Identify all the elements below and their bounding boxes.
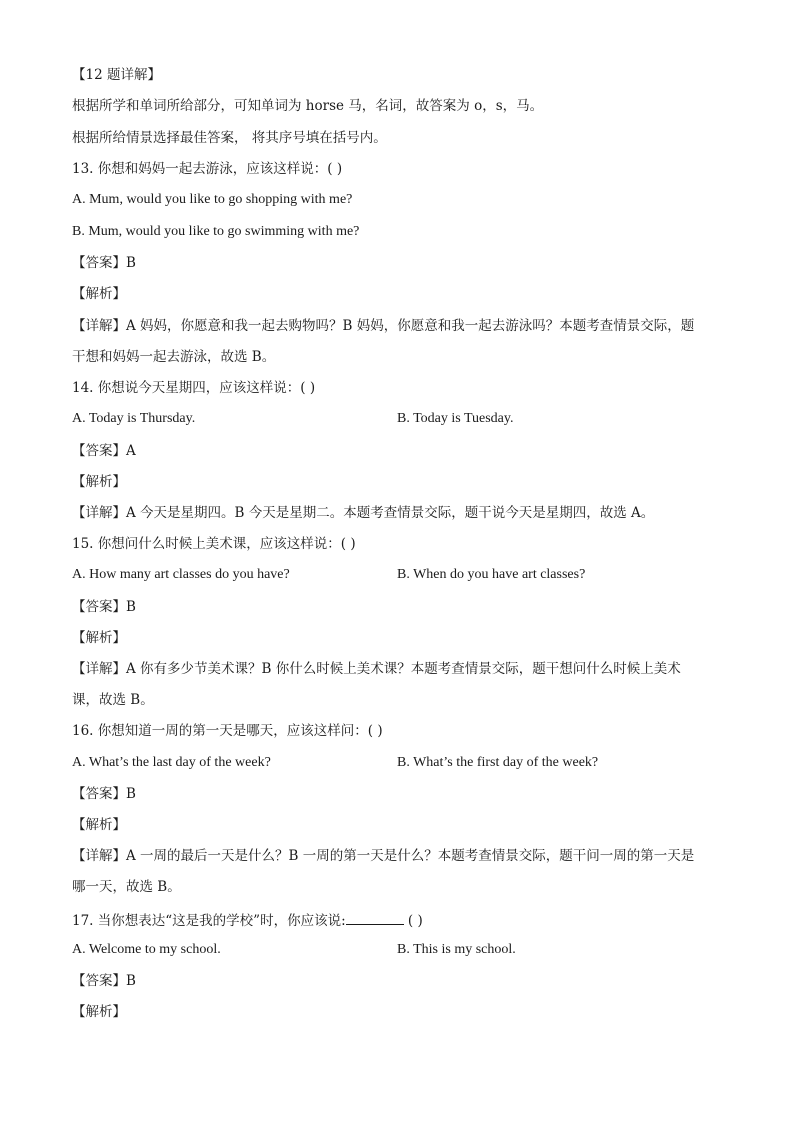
q14-options	[72, 411, 722, 427]
q14-option-a: A. Today is Thursday.	[72, 411, 196, 426]
q14-option-b: B. Today is Tuesday.	[397, 411, 514, 426]
q15-answer: 【答案】B	[72, 599, 136, 615]
q13-detail-line1: 【详解】A 妈妈，你愿意和我一起去购物吗？B 妈妈，你愿意和我一起去游泳吗？本题考查情景交际，题	[72, 318, 695, 334]
q15-option-b: B. When do you have art classes?	[397, 567, 586, 582]
q15-detail-line1: 【详解】A 你有多少节美术课？B 你什么时候上美术课？本题考查情景交际，题干想问什么时候上美术	[72, 661, 681, 677]
q16-analysis-label: 【解析】	[72, 817, 126, 833]
question-16: 16. 你想知道一周的第一天是哪天，应该这样问：( )	[72, 723, 383, 739]
question-17	[72, 911, 423, 929]
q15-detail-line2: 课，故选 B。	[72, 692, 154, 708]
question-15: 15. 你想问什么时候上美术课，应该这样说：( )	[72, 536, 356, 552]
q15-analysis-label: 【解析】	[72, 630, 126, 646]
q15-options	[72, 567, 722, 583]
q16-detail-line1: 【详解】A 一周的最后一天是什么？B 一周的第一天是什么？本题考查情景交际，题干问一周的第一天是	[72, 848, 695, 864]
q14-detail-line1: 【详解】A 今天是星期四。B 今天是星期二。本题考查情景交际，题干说今天是星期四，故选 A。	[72, 505, 655, 521]
q12-explanation: 根据所学和单词所给部分，可知单词为 horse 马，名词，故答案为 o，s，马。	[72, 98, 544, 114]
q17-answer-blank	[346, 911, 404, 925]
section-heading-q12-detail: 【12 题详解】	[72, 67, 161, 83]
q13-option-b: B. Mum, would you like to go swimming with me?	[72, 224, 360, 239]
question-13: 13. 你想和妈妈一起去游泳，应该这样说：( )	[72, 161, 343, 177]
q13-answer: 【答案】B	[72, 255, 136, 271]
q17-prompt: 17. 当你想表达“这是我的学校”时，你应该说:	[72, 913, 346, 929]
q13-option-a: A. Mum, would you like to go shopping with me?	[72, 192, 353, 207]
q16-option-b: B. What’s the first day of the week?	[397, 755, 599, 770]
q14-analysis-label: 【解析】	[72, 474, 126, 490]
question-14: 14. 你想说今天星期四，应该这样说：( )	[72, 380, 316, 396]
q16-detail-line2: 哪一天，故选 B。	[72, 879, 181, 895]
q17-answer: 【答案】B	[72, 973, 136, 989]
q16-answer: 【答案】B	[72, 786, 136, 802]
q17-options	[72, 942, 722, 958]
q17-option-b: B. This is my school.	[397, 942, 516, 957]
q17-parentheses: ( )	[403, 913, 423, 929]
q16-options	[72, 755, 722, 771]
q13-analysis-label: 【解析】	[72, 286, 126, 302]
instructions: 根据所给情景选择最佳答案， 将其序号填在括号内。	[72, 130, 387, 146]
q13-detail-line2: 干想和妈妈一起去游泳，故选 B。	[72, 349, 276, 365]
q15-option-a: A. How many art classes do you have?	[72, 567, 290, 582]
q14-answer: 【答案】A	[72, 443, 136, 459]
q17-analysis-label: 【解析】	[72, 1004, 126, 1020]
q16-option-a: A. What’s the last day of the week?	[72, 755, 271, 770]
q17-option-a: A. Welcome to my school.	[72, 942, 221, 957]
